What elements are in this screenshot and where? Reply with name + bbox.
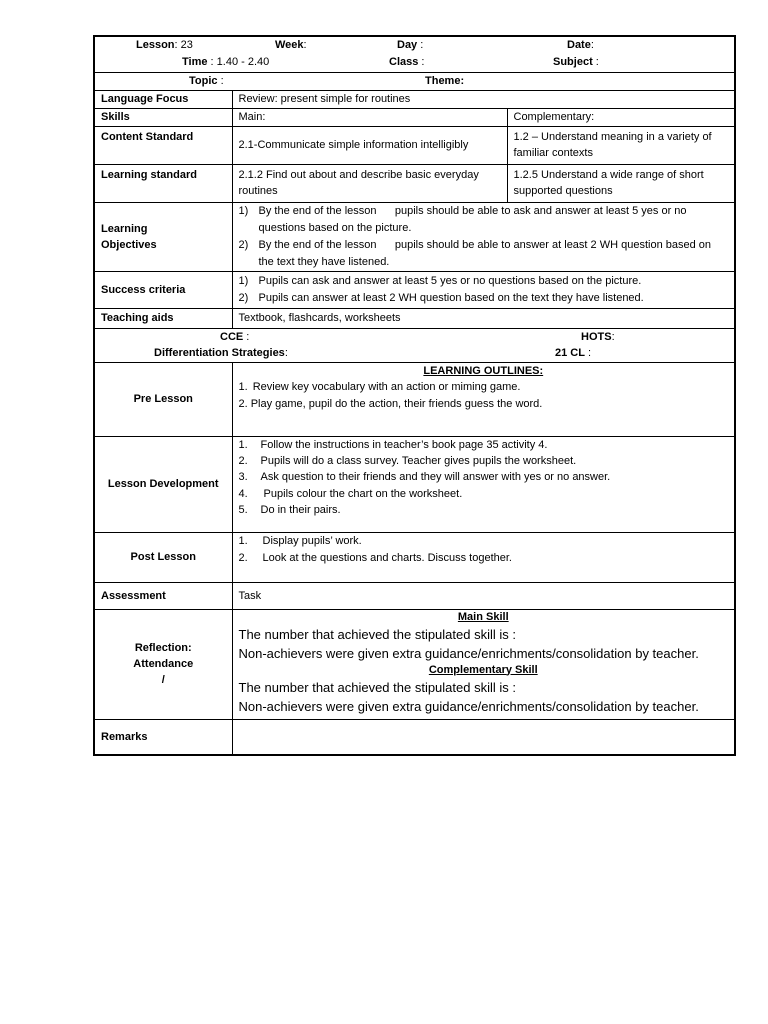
language-focus-label: Language Focus	[94, 90, 232, 108]
list-item: 1. Display pupils’ work.	[238, 534, 362, 547]
complementary-skill-heading: Complementary Skill	[428, 663, 538, 676]
class-field: Class :	[389, 56, 425, 69]
main-skill-heading: Main Skill	[457, 610, 509, 623]
time-field: Time : 1.40 - 2.40	[182, 56, 270, 69]
complementary-skill-line1: The number that achieved the stipulated skill is :	[238, 679, 516, 695]
language-focus-row	[94, 90, 735, 108]
date-field: Date:	[567, 39, 594, 52]
list-item: 1. Follow the instructions in teacher’s book page 35 activity 4.	[238, 438, 548, 451]
assessment-label: Assessment	[94, 582, 232, 609]
success-criteria-label: Success criteria	[94, 271, 232, 308]
list-item: 2) By the end of the lesson pupils should be able to answer at least 2 WH question based on the text they have listened.	[238, 238, 715, 268]
learning-objectives-list	[232, 202, 735, 271]
content-standard-row	[94, 126, 735, 164]
list-item: 1. Review key vocabulary with an action or miming game.	[238, 380, 521, 393]
list-item: 3. Ask question to their friends and they will answer with yes or no answer.	[238, 471, 611, 484]
cce-field: CCE :	[220, 330, 250, 343]
cce-row	[94, 328, 735, 362]
lesson-plan-table	[93, 35, 736, 756]
learning-standard-complementary: 1.2.5 Understand a wide range of short supported questions	[507, 164, 735, 202]
lesson-development-list	[232, 436, 735, 532]
lesson-development-label: Lesson Development	[94, 436, 232, 532]
header-row	[94, 36, 735, 72]
main-skill-line1: The number that achieved the stipulated skill is :	[238, 626, 516, 642]
list-item: 2. Pupils will do a class survey. Teacher gives pupils the worksheet.	[238, 454, 577, 467]
remarks-value	[232, 719, 735, 755]
hots-field: HOTS:	[581, 330, 615, 343]
complementary-skill-line2: Non-achievers were given extra guidance/enrichments/consolidation by teacher.	[238, 698, 699, 714]
learning-objectives-label: Learning Objectives	[94, 202, 232, 271]
success-criteria-row	[94, 271, 735, 308]
skills-main: Main:	[232, 108, 507, 126]
differentiation-field: Differentiation Strategies:	[154, 346, 288, 359]
topic-row	[94, 72, 735, 90]
list-item: 2) Pupils can answer at least 2 WH question based on the text they have listened.	[238, 291, 644, 304]
assessment-value: Task	[232, 582, 735, 609]
learning-outlines-heading: LEARNING OUTLINES:	[423, 364, 544, 377]
skills-row	[94, 108, 735, 126]
theme-field: Theme:	[425, 74, 465, 87]
21cl-field: 21 CL :	[555, 346, 592, 359]
lesson-field: Lesson: 23	[136, 39, 193, 52]
content-standard-main: 2.1-Communicate simple information intelligibly	[232, 126, 507, 164]
content-standard-complementary: 1.2 – Understand meaning in a variety of familiar contexts	[507, 126, 735, 164]
week-field: Week:	[275, 39, 307, 52]
day-field: Day :	[397, 39, 424, 52]
remarks-label: Remarks	[94, 719, 232, 755]
list-item: 2. Play game, pupil do the action, their friends guess the word.	[238, 397, 543, 410]
subject-field: Subject :	[553, 56, 599, 69]
reflection-content	[232, 609, 735, 719]
topic-field: Topic :	[189, 74, 224, 87]
pre-lesson-row	[94, 362, 735, 436]
learning-objectives-row	[94, 202, 735, 271]
post-lesson-row	[94, 532, 735, 582]
skills-label: Skills	[94, 108, 232, 126]
list-item: 4. Pupils colour the chart on the worksheet.	[238, 487, 463, 500]
teaching-aids-value: Textbook, flashcards, worksheets	[232, 308, 735, 328]
list-item: 1) By the end of the lesson pupils should be able to ask and answer at least 5 yes or no questions based on the picture.	[238, 204, 690, 234]
language-focus-value: Review: present simple for routines	[232, 90, 735, 108]
teaching-aids-row	[94, 308, 735, 328]
learning-standard-label: Learning standard	[94, 164, 232, 202]
main-skill-line2: Non-achievers were given extra guidance/enrichments/consolidation by teacher.	[238, 645, 699, 661]
list-item: 1) Pupils can ask and answer at least 5 yes or no questions based on the picture.	[238, 274, 642, 287]
assessment-row	[94, 582, 735, 609]
learning-standard-row	[94, 164, 735, 202]
lesson-plan	[93, 35, 734, 756]
post-lesson-label: Post Lesson	[94, 532, 232, 582]
list-item: 2. Look at the questions and charts. Discuss together.	[238, 551, 512, 564]
reflection-label: Reflection: Attendance /	[94, 609, 232, 719]
pre-lesson-content	[232, 362, 735, 436]
post-lesson-list	[232, 532, 735, 582]
learning-standard-main: 2.1.2 Find out about and describe basic everyday routines	[232, 164, 507, 202]
teaching-aids-label: Teaching aids	[94, 308, 232, 328]
remarks-row	[94, 719, 735, 755]
content-standard-label: Content Standard	[94, 126, 232, 164]
list-item: 5. Do in their pairs.	[238, 504, 341, 517]
skills-complementary: Complementary:	[507, 108, 735, 126]
lesson-development-row	[94, 436, 735, 532]
success-criteria-list	[232, 271, 735, 308]
pre-lesson-label: Pre Lesson	[94, 362, 232, 436]
reflection-row	[94, 609, 735, 719]
